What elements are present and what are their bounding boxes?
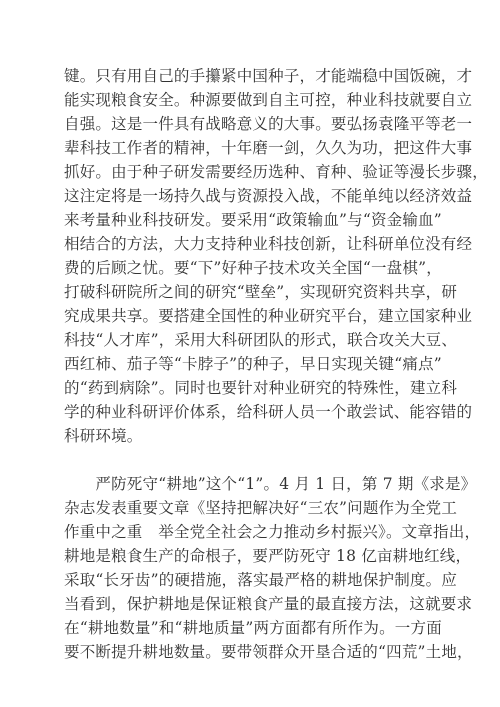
text-line: 的“药到病除”。同时也要针对种业研究的特殊性，建立科: [64, 379, 458, 397]
text-line: 能实现粮食安全。种源要做到自主可控，种业科技就要自立: [64, 91, 473, 109]
text-line: 抓好。由于种子研发需要经历选种、育种、验证等漫长步骤，: [64, 163, 488, 181]
text-line: 学的种业科研评价体系，给科研人员一个敢尝试、能容错的: [64, 403, 473, 421]
text-line: 这注定将是一场持久战与资源投入战，不能单纯以经济效益: [64, 187, 473, 205]
text-line: 西红柿、茄子等“卡脖子”的种子，早日实现关键“痛点”: [64, 355, 442, 373]
text-line: 费的后顾之忧。要“下”好种子技术攻关全国“一盘棋”，: [64, 259, 442, 277]
text-line: 打破科研院所之间的研究“壁垒”，实现研究资料共享，研: [64, 283, 458, 301]
text-line: 杂志发表重要文章《坚持把解决好“三农”问题作为全党工: [64, 499, 458, 517]
text-line: 相结合的方法，大力支持种业科技创新，让科研单位没有经: [64, 235, 473, 253]
text-line: 耕地是粮食生产的命根子，要严防死守 18 亿亩耕地红线，: [64, 547, 472, 565]
text-line: 究成果共享。要搭建全国性的种业研究平台，建立国家种业: [64, 307, 473, 325]
paragraph-seed-industry: [64, 64, 488, 448]
text-line: 在“耕地数量”和“耕地质量”两方面都有所作为。一方面: [64, 619, 442, 637]
text-line: 要不断提升耕地数量。要带领群众开垦合适的“四荒”土地，: [64, 643, 473, 661]
text-line: 辈科技工作者的精神，十年磨一剑，久久为功，把这件大事: [64, 139, 473, 157]
text-line: 当看到，保护耕地是保证粮食产量的最直接方法，这就要求: [64, 595, 473, 613]
paragraph-farmland: [64, 472, 481, 664]
text-line: 作重中之重 举全党全社会之力推动乡村振兴》。文章指出，: [64, 523, 481, 541]
text-line: 科技“人才库”，采用大科研团队的形式，联合攻关大豆、: [64, 331, 458, 349]
text-line: 键。只有用自己的手攥紧中国种子，才能端稳中国饭碗，才: [64, 67, 473, 85]
text-line: 自强。这是一件具有战略意义的大事。要弘扬袁隆平等老一: [64, 115, 473, 133]
text-line: 严防死守“耕地”这个“1”。4 月 1 日，第 7 期《求是》: [64, 475, 477, 493]
text-line: 来考量种业科技研发。要采用“政策输血”与“资金输血”: [64, 211, 442, 229]
text-line: 科研环境。: [64, 427, 143, 445]
text-line: 采取“长牙齿”的硬措施，落实最严格的耕地保护制度。应: [64, 571, 458, 589]
